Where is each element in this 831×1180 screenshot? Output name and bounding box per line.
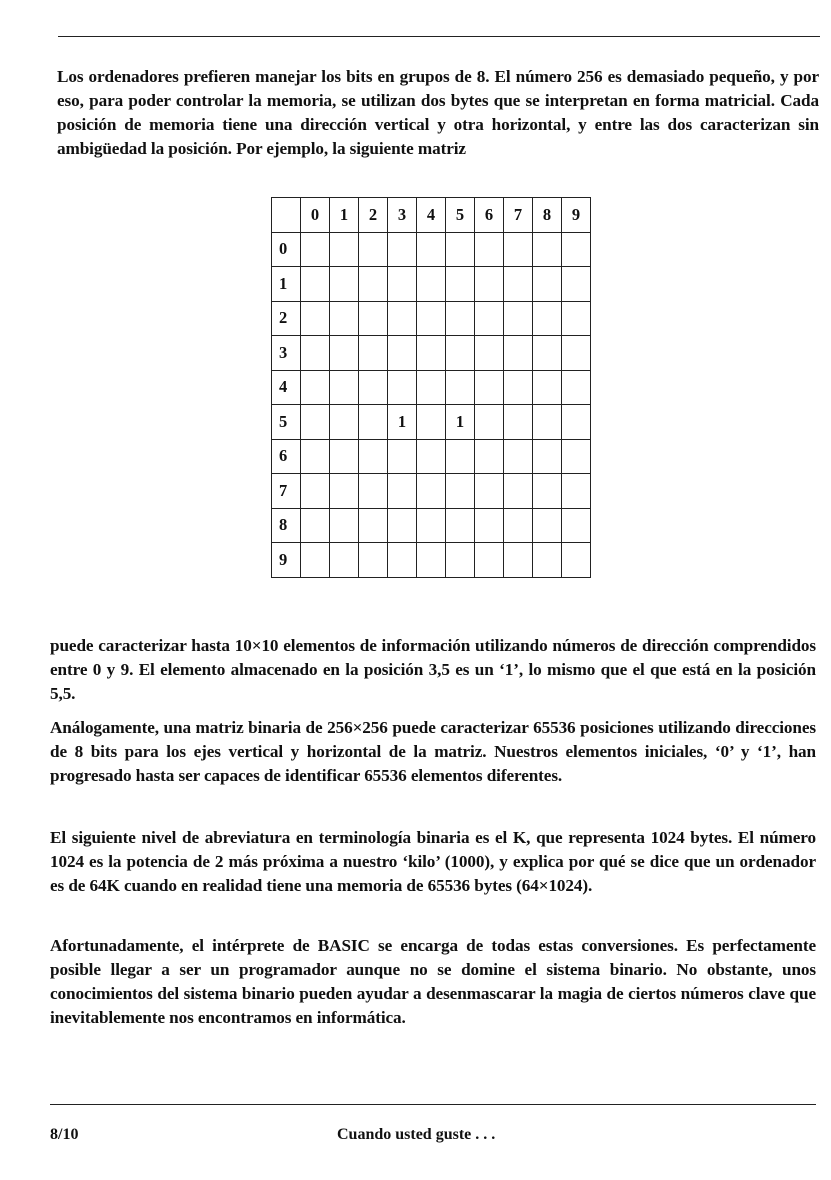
matrix-cell	[417, 439, 446, 474]
matrix-row	[272, 370, 591, 405]
page-number: 8/10	[50, 1126, 79, 1143]
matrix-cell	[417, 301, 446, 336]
matrix-cell	[562, 508, 591, 543]
matrix-cell	[562, 543, 591, 578]
matrix-cell	[417, 474, 446, 509]
paragraph-binary-matrix: Análogamente, una matriz binaria de 256×256 puede caracterizar 65536 posiciones utilizando direcciones de 8 bits para los ejes vertical y horizontal de la matriz. Nuestros elementos iniciales, ‘0’ y ‘1’, han progresado hasta ser capaces de identificar 65536 elementos diferentes.	[50, 718, 816, 785]
matrix-cell	[533, 232, 562, 267]
matrix-cell	[533, 370, 562, 405]
matrix-cell	[446, 474, 475, 509]
matrix-cell	[359, 370, 388, 405]
matrix-cell	[504, 370, 533, 405]
matrix-cell	[504, 543, 533, 578]
matrix-row-header: 3	[272, 336, 301, 371]
matrix-column-header: 4	[417, 198, 446, 233]
matrix-cell	[301, 474, 330, 509]
matrix-cell	[359, 301, 388, 336]
matrix-cell	[330, 439, 359, 474]
matrix-row-header: 8	[272, 508, 301, 543]
matrix-cell	[475, 405, 504, 440]
matrix-cell	[417, 232, 446, 267]
matrix-row	[272, 336, 591, 371]
matrix-cell	[562, 474, 591, 509]
matrix-cell	[330, 370, 359, 405]
matrix-cell	[533, 301, 562, 336]
top-rule	[58, 36, 820, 37]
matrix-row-header: 0	[272, 232, 301, 267]
matrix-row-header: 2	[272, 301, 301, 336]
matrix-cell	[330, 474, 359, 509]
matrix-cell	[301, 232, 330, 267]
footer-title: Cuando usted guste . . .	[337, 1126, 496, 1143]
matrix-row-header: 7	[272, 474, 301, 509]
matrix-cell	[504, 267, 533, 302]
paragraph-kilobyte: El siguiente nivel de abreviatura en terminología binaria es el K, que representa 1024 bytes. El número 1024 es la potencia de 2 más próxima a nuestro ‘kilo’ (1000), y explica por qué se dice que un ordenador es de 64K cuando en realidad tiene una memoria de 65536 bytes (64×1024).	[50, 828, 816, 895]
matrix-cell	[446, 336, 475, 371]
matrix-cell	[475, 336, 504, 371]
matrix-cell	[388, 543, 417, 578]
matrix-row	[272, 232, 591, 267]
matrix-row-header: 9	[272, 543, 301, 578]
matrix-cell	[475, 439, 504, 474]
paragraph-matrix-explanation: puede caracterizar hasta 10×10 elementos de información utilizando números de dirección comprendidos entre 0 y 9. El elemento almacenado en la posición 3,5 es un ‘1’, lo mismo que el que está en la posición 5,5.	[50, 636, 816, 703]
matrix-cell	[330, 336, 359, 371]
matrix-cell	[475, 370, 504, 405]
matrix-cell	[388, 508, 417, 543]
matrix-cell	[504, 474, 533, 509]
matrix-cell	[330, 267, 359, 302]
matrix-cell	[562, 267, 591, 302]
matrix-column-header: 3	[388, 198, 417, 233]
matrix-row	[272, 474, 591, 509]
matrix-cell	[533, 405, 562, 440]
matrix-cell	[417, 336, 446, 371]
matrix-cell	[417, 543, 446, 578]
matrix-cell	[562, 405, 591, 440]
matrix-cell	[359, 439, 388, 474]
bottom-rule	[50, 1104, 816, 1105]
matrix-cell	[475, 508, 504, 543]
matrix-cell	[359, 405, 388, 440]
address-matrix	[271, 197, 591, 578]
matrix-cell	[301, 267, 330, 302]
matrix-cell	[475, 267, 504, 302]
matrix-cell	[301, 543, 330, 578]
matrix-cell	[359, 543, 388, 578]
matrix-row	[272, 508, 591, 543]
matrix-cell	[301, 370, 330, 405]
matrix-cell	[330, 543, 359, 578]
matrix-cell	[504, 508, 533, 543]
matrix-cell	[446, 370, 475, 405]
matrix-row	[272, 543, 591, 578]
matrix-row-header: 6	[272, 439, 301, 474]
matrix-cell	[388, 267, 417, 302]
matrix-cell	[301, 405, 330, 440]
matrix-cell	[504, 336, 533, 371]
matrix-cell	[562, 301, 591, 336]
paragraph-intro: Los ordenadores prefieren manejar los bits en grupos de 8. El número 256 es demasiado pequeño, y por eso, para poder controlar la memoria, se utilizan dos bytes que se interpretan en forma matricial. Cada posición de memoria tiene una dirección vertical y otra horizontal, y entre las dos caracterizan sin ambigüedad la posición. Por ejemplo, la siguiente matriz	[57, 67, 819, 158]
matrix-cell	[504, 301, 533, 336]
matrix-column-header: 1	[330, 198, 359, 233]
matrix-cell: 1	[388, 405, 417, 440]
matrix-cell	[330, 405, 359, 440]
matrix-cell	[533, 508, 562, 543]
matrix-cell	[562, 439, 591, 474]
matrix-row	[272, 439, 591, 474]
matrix-cell	[562, 232, 591, 267]
matrix-cell	[359, 508, 388, 543]
matrix-cell	[330, 508, 359, 543]
matrix-cell	[446, 439, 475, 474]
matrix-column-header: 5	[446, 198, 475, 233]
matrix-column-header: 0	[301, 198, 330, 233]
matrix-cell	[359, 232, 388, 267]
matrix-cell	[446, 267, 475, 302]
matrix-cell	[359, 474, 388, 509]
matrix-cell	[359, 267, 388, 302]
matrix-corner-cell	[272, 198, 301, 233]
matrix-cell	[533, 474, 562, 509]
matrix-cell	[475, 301, 504, 336]
matrix-column-header: 8	[533, 198, 562, 233]
matrix-row	[272, 301, 591, 336]
matrix-cell	[417, 405, 446, 440]
matrix-cell	[475, 474, 504, 509]
matrix-cell	[504, 405, 533, 440]
matrix-cell: 1	[446, 405, 475, 440]
matrix-column-header: 9	[562, 198, 591, 233]
matrix-cell	[533, 336, 562, 371]
matrix-cell	[417, 370, 446, 405]
matrix-row	[272, 267, 591, 302]
matrix-cell	[330, 232, 359, 267]
matrix-cell	[388, 232, 417, 267]
matrix-cell	[533, 439, 562, 474]
matrix-cell	[417, 508, 446, 543]
matrix-cell	[388, 474, 417, 509]
matrix-cell	[388, 370, 417, 405]
matrix-row-header: 1	[272, 267, 301, 302]
matrix-row	[272, 405, 591, 440]
matrix-cell	[301, 439, 330, 474]
matrix-cell	[446, 232, 475, 267]
matrix-cell	[504, 439, 533, 474]
matrix-cell	[533, 543, 562, 578]
paragraph-basic-interpreter: Afortunadamente, el intérprete de BASIC se encarga de todas estas conversiones. Es perfectamente posible llegar a ser un programador aunque no se domine el sistema binario. No obstante, unos conocimientos del sistema binario pueden ayudar a desenmascarar la magia de ciertos números clave que inevitablemente nos encontramos en informática.	[50, 936, 816, 1027]
matrix-cell	[359, 336, 388, 371]
matrix-cell	[388, 439, 417, 474]
matrix-cell	[417, 267, 446, 302]
matrix-column-header: 7	[504, 198, 533, 233]
matrix-cell	[301, 301, 330, 336]
matrix-cell	[475, 232, 504, 267]
matrix-column-header: 6	[475, 198, 504, 233]
matrix-cell	[446, 508, 475, 543]
matrix-cell	[562, 370, 591, 405]
matrix-cell	[330, 301, 359, 336]
matrix-cell	[301, 508, 330, 543]
matrix-cell	[562, 336, 591, 371]
matrix-column-header: 2	[359, 198, 388, 233]
matrix-cell	[504, 232, 533, 267]
matrix-cell	[388, 336, 417, 371]
matrix-row-header: 5	[272, 405, 301, 440]
matrix-cell	[388, 301, 417, 336]
matrix-cell	[301, 336, 330, 371]
matrix-cell	[533, 267, 562, 302]
matrix-cell	[475, 543, 504, 578]
matrix-row-header: 4	[272, 370, 301, 405]
matrix-cell	[446, 543, 475, 578]
matrix-cell	[446, 301, 475, 336]
matrix-header-row	[272, 198, 591, 233]
